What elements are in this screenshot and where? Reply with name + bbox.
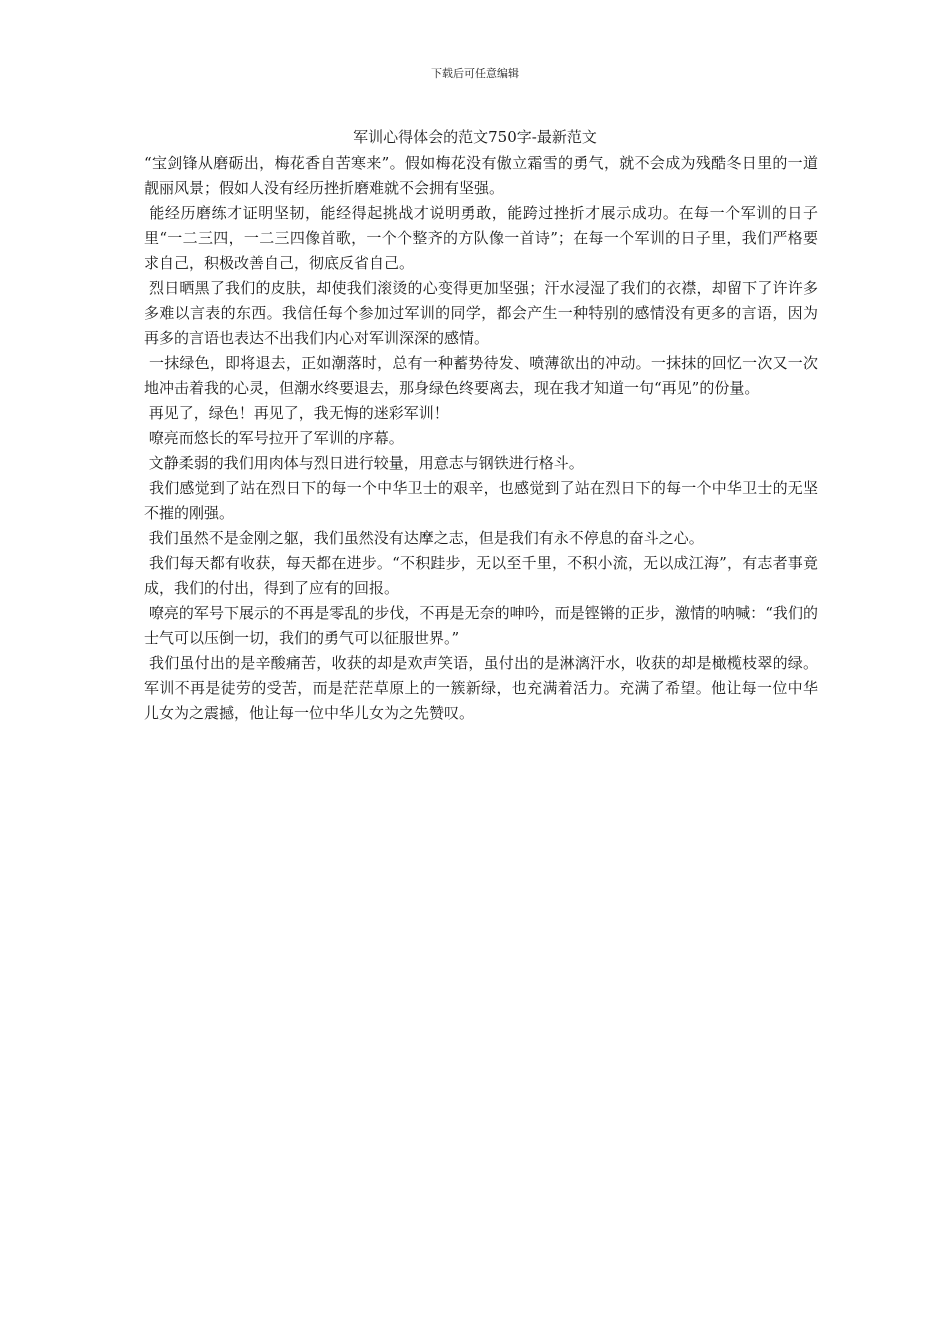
- paragraph: “宝剑锋从磨砺出，梅花香自苦寒来”。假如梅花没有傲立霜雪的勇气，就不会成为残酷冬日里的一道靓丽风景；假如人没有经历挫折磨难就不会拥有坚强。: [144, 154, 818, 197]
- paragraph: 我们虽然不是金刚之躯，我们虽然没有达摩之志，但是我们有永不停息的奋斗之心。: [144, 529, 704, 547]
- paragraph: 能经历磨练才证明坚韧，能经得起挑战才说明勇敢，能跨过挫折才展示成功。在每一个军训的日子里“一二三四，一二三四像首歌，一个个整齐的方队像一首诗”；在每一个军训的日子里，我们严格要求自己，积极改善自己，彻底反省自己。: [144, 204, 818, 272]
- paragraph: 再见了，绿色！再见了，我无悔的迷彩军训！: [144, 404, 449, 422]
- document-title: 军训心得体会的范文750字-最新范文: [353, 128, 597, 146]
- paragraph: 我们每天都有收获，每天都在进步。“不积跬步，无以至千里，不积小流，无以成江海”，有志者事竟成，我们的付出，得到了应有的回报。: [144, 554, 818, 597]
- page-header-note: 下载后可任意编辑: [431, 67, 519, 80]
- paragraph: 一抹绿色，即将退去，正如潮落时，总有一种蓄势待发、喷薄欲出的冲动。一抹抹的回忆一次又一次地冲击着我的心灵，但潮水终要退去，那身绿色终要离去，现在我才知道一句“再见”的份量。: [144, 354, 818, 397]
- paragraph: 嘹亮的军号下展示的不再是零乱的步伐，不再是无奈的呻吟，而是铿锵的正步，激情的呐喊：“我们的士气可以压倒一切，我们的勇气可以征服世界。”: [144, 604, 818, 647]
- paragraph: 烈日晒黑了我们的皮肤，却使我们滚烫的心变得更加坚强；汗水浸湿了我们的衣襟，却留下了许许多多难以言表的东西。我信任每个参加过军训的同学，都会产生一种特别的感情没有更多的言语，因为再多的言语也表达不出我们内心对军训深深的感情。: [144, 279, 818, 347]
- paragraph: 嘹亮而悠长的军号拉开了军训的序幕。: [144, 429, 404, 447]
- paragraph: 我们虽付出的是辛酸痛苦，收获的却是欢声笑语，虽付出的是淋漓汗水，收获的却是橄榄枝翠的绿。军训不再是徒劳的受苦，而是茫茫草原上的一簇新绿，也充满着活力。充满了希望。他让每一位中华儿女为之震撼，他让每一位中华儿女为之先赞叹。: [144, 654, 818, 722]
- document-body: [144, 151, 818, 726]
- paragraph: 我们感觉到了站在烈日下的每一个中华卫士的艰辛，也感觉到了站在烈日下的每一个中华卫士的无坚不摧的刚强。: [144, 479, 818, 522]
- paragraph: 文静柔弱的我们用肉体与烈日进行较量，用意志与钢铁进行格斗。: [144, 454, 584, 472]
